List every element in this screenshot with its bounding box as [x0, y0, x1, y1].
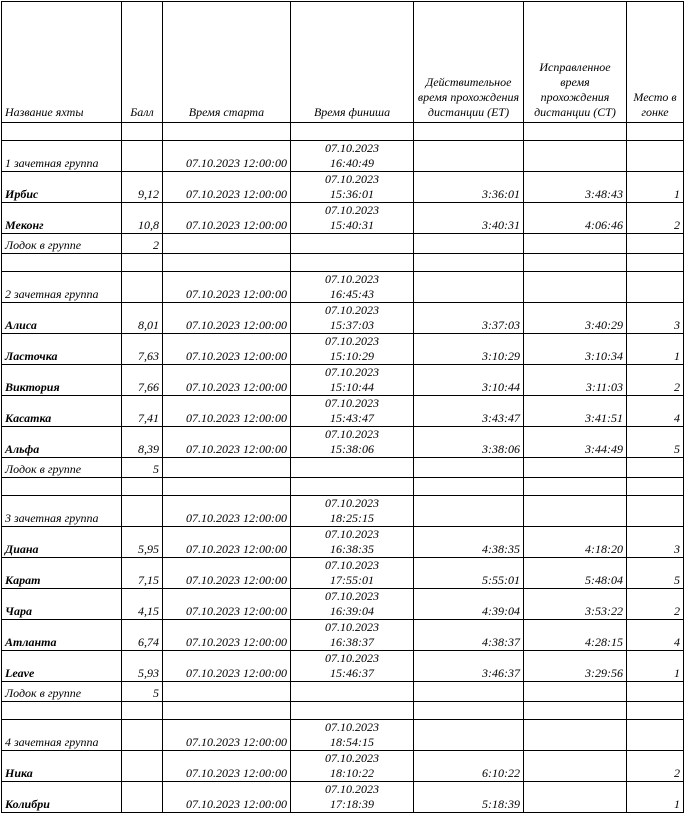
- header-ct: Исправленное время прохождения дистанции (CT): [524, 2, 627, 123]
- finish-time: 17:18:39: [330, 797, 374, 811]
- empty-cell: [414, 123, 524, 141]
- boat-score: 8,39: [122, 427, 163, 458]
- header-name: Название яхты: [2, 2, 122, 123]
- ct-cell: 3:11:03: [524, 365, 627, 396]
- ct-cell: 3:44:49: [524, 427, 627, 458]
- results-table: [1, 1, 684, 813]
- header-place: Место в гонке: [627, 2, 684, 123]
- finish-cell: [291, 334, 414, 365]
- count-label: Лодок в группе: [2, 234, 122, 254]
- boat-row: [2, 527, 684, 558]
- empty-cell: [122, 496, 163, 527]
- finish-date: 07.10.2023: [325, 141, 379, 155]
- empty-cell: [627, 141, 684, 172]
- empty-cell: [627, 496, 684, 527]
- boat-row: [2, 782, 684, 813]
- finish-cell: [291, 365, 414, 396]
- finish-time: 16:39:04: [330, 604, 374, 618]
- empty-cell: [163, 702, 291, 720]
- boat-score: [122, 751, 163, 782]
- header-finish: Время финиша: [291, 2, 414, 123]
- boat-name: Альфа: [2, 427, 122, 458]
- place-cell: 2: [627, 589, 684, 620]
- empty-cell: [122, 254, 163, 272]
- finish-date: 07.10.2023: [325, 496, 379, 510]
- et-cell: 3:38:06: [414, 427, 524, 458]
- count-value: 5: [122, 682, 163, 702]
- empty-cell: [524, 702, 627, 720]
- et-cell: 3:40:31: [414, 203, 524, 234]
- finish-time: 15:46:37: [330, 666, 374, 680]
- empty-cell: [414, 234, 524, 254]
- finish-time: 18:10:22: [330, 766, 374, 780]
- empty-cell: [122, 123, 163, 141]
- group-row: [2, 141, 684, 172]
- start-cell: 07.10.2023 12:00:00: [163, 558, 291, 589]
- empty-cell: [291, 478, 414, 496]
- start-cell: 07.10.2023 12:00:00: [163, 751, 291, 782]
- finish-time: 18:25:15: [330, 511, 374, 525]
- finish-time: 15:38:06: [330, 442, 374, 456]
- boat-score: 7,41: [122, 396, 163, 427]
- place-cell: 4: [627, 620, 684, 651]
- header-start: Время старта: [163, 2, 291, 123]
- finish-cell: [291, 558, 414, 589]
- boat-name: Ласточка: [2, 334, 122, 365]
- group-title: 1 зачетная группа: [2, 141, 122, 172]
- boat-row: [2, 558, 684, 589]
- et-cell: 4:38:37: [414, 620, 524, 651]
- start-cell: 07.10.2023 12:00:00: [163, 365, 291, 396]
- boat-score: 7,63: [122, 334, 163, 365]
- boat-score: 8,01: [122, 303, 163, 334]
- place-cell: 1: [627, 782, 684, 813]
- empty-cell: [524, 141, 627, 172]
- empty-cell: [163, 234, 291, 254]
- empty-cell: [524, 682, 627, 702]
- start-cell: 07.10.2023 12:00:00: [163, 620, 291, 651]
- ct-cell: [524, 782, 627, 813]
- empty-cell: [122, 141, 163, 172]
- et-cell: 4:39:04: [414, 589, 524, 620]
- empty-cell: [414, 141, 524, 172]
- empty-cell: [414, 254, 524, 272]
- finish-time: 15:10:44: [330, 380, 374, 394]
- start-cell: 07.10.2023 12:00:00: [163, 427, 291, 458]
- et-cell: 3:43:47: [414, 396, 524, 427]
- finish-cell: [291, 651, 414, 682]
- count-value: 2: [122, 234, 163, 254]
- et-cell: 6:10:22: [414, 751, 524, 782]
- empty-cell: [163, 123, 291, 141]
- empty-cell: [122, 272, 163, 303]
- empty-cell: [414, 720, 524, 751]
- boat-name: Касатка: [2, 396, 122, 427]
- empty-cell: [291, 458, 414, 478]
- et-cell: 5:55:01: [414, 558, 524, 589]
- empty-cell: [524, 234, 627, 254]
- start-cell: 07.10.2023 12:00:00: [163, 203, 291, 234]
- boat-score: 5,95: [122, 527, 163, 558]
- boat-name: Чара: [2, 589, 122, 620]
- ct-cell: 5:48:04: [524, 558, 627, 589]
- finish-date: 07.10.2023: [325, 334, 379, 348]
- place-cell: 3: [627, 527, 684, 558]
- spacer-row: [2, 254, 684, 272]
- empty-cell: [414, 478, 524, 496]
- count-label: Лодок в группе: [2, 458, 122, 478]
- empty-cell: [627, 682, 684, 702]
- finish-time: 16:38:37: [330, 635, 374, 649]
- boat-row: [2, 651, 684, 682]
- place-cell: 5: [627, 558, 684, 589]
- ct-cell: 3:40:29: [524, 303, 627, 334]
- place-cell: 2: [627, 751, 684, 782]
- spacer-row: [2, 478, 684, 496]
- empty-cell: [524, 272, 627, 303]
- empty-cell: [163, 478, 291, 496]
- header-row: [2, 2, 684, 123]
- boat-row: [2, 589, 684, 620]
- empty-cell: [291, 702, 414, 720]
- empty-cell: [2, 254, 122, 272]
- boat-count-row: [2, 234, 684, 254]
- et-cell: 3:46:37: [414, 651, 524, 682]
- boat-count-row: [2, 458, 684, 478]
- finish-date: 07.10.2023: [325, 620, 379, 634]
- start-cell: 07.10.2023 12:00:00: [163, 589, 291, 620]
- empty-cell: [627, 272, 684, 303]
- boat-row: [2, 303, 684, 334]
- et-cell: 3:36:01: [414, 172, 524, 203]
- finish-date: 07.10.2023: [325, 782, 379, 796]
- boat-row: [2, 203, 684, 234]
- boat-row: [2, 365, 684, 396]
- finish-date: 07.10.2023: [325, 396, 379, 410]
- finish-time: 15:43:47: [330, 411, 374, 425]
- ct-cell: [524, 751, 627, 782]
- finish-time: 15:36:01: [330, 187, 374, 201]
- boat-name: Диана: [2, 527, 122, 558]
- place-cell: 5: [627, 427, 684, 458]
- boat-score: 5,93: [122, 651, 163, 682]
- finish-cell: [291, 720, 414, 751]
- boat-row: [2, 751, 684, 782]
- empty-cell: [524, 496, 627, 527]
- boat-name: Ника: [2, 751, 122, 782]
- boat-name: Алиса: [2, 303, 122, 334]
- place-cell: 3: [627, 303, 684, 334]
- place-cell: 2: [627, 365, 684, 396]
- group-row: [2, 720, 684, 751]
- finish-date: 07.10.2023: [325, 527, 379, 541]
- empty-cell: [122, 478, 163, 496]
- boat-row: [2, 172, 684, 203]
- ct-cell: 4:28:15: [524, 620, 627, 651]
- empty-cell: [627, 478, 684, 496]
- start-cell: 07.10.2023 12:00:00: [163, 141, 291, 172]
- empty-cell: [2, 123, 122, 141]
- finish-date: 07.10.2023: [325, 651, 379, 665]
- finish-date: 07.10.2023: [325, 203, 379, 217]
- empty-cell: [627, 123, 684, 141]
- start-cell: 07.10.2023 12:00:00: [163, 396, 291, 427]
- empty-cell: [2, 702, 122, 720]
- boat-score: 7,15: [122, 558, 163, 589]
- group-row: [2, 496, 684, 527]
- start-cell: 07.10.2023 12:00:00: [163, 720, 291, 751]
- place-cell: 1: [627, 172, 684, 203]
- finish-cell: [291, 782, 414, 813]
- empty-cell: [627, 702, 684, 720]
- empty-cell: [163, 254, 291, 272]
- empty-cell: [163, 682, 291, 702]
- finish-cell: [291, 303, 414, 334]
- ct-cell: 4:18:20: [524, 527, 627, 558]
- finish-time: 17:55:01: [330, 573, 374, 587]
- spacer-row: [2, 123, 684, 141]
- finish-time: 15:40:31: [330, 218, 374, 232]
- finish-date: 07.10.2023: [325, 427, 379, 441]
- finish-date: 07.10.2023: [325, 303, 379, 317]
- empty-cell: [524, 458, 627, 478]
- finish-time: 15:10:29: [330, 349, 374, 363]
- group-title: 3 зачетная группа: [2, 496, 122, 527]
- boat-score: 4,15: [122, 589, 163, 620]
- et-cell: 3:10:44: [414, 365, 524, 396]
- finish-date: 07.10.2023: [325, 589, 379, 603]
- count-value: 5: [122, 458, 163, 478]
- empty-cell: [524, 720, 627, 751]
- boat-name: Меконг: [2, 203, 122, 234]
- et-cell: 3:37:03: [414, 303, 524, 334]
- finish-time: 16:38:35: [330, 542, 374, 556]
- empty-cell: [163, 458, 291, 478]
- start-cell: 07.10.2023 12:00:00: [163, 334, 291, 365]
- empty-cell: [414, 272, 524, 303]
- empty-cell: [291, 682, 414, 702]
- count-label: Лодок в группе: [2, 682, 122, 702]
- start-cell: 07.10.2023 12:00:00: [163, 496, 291, 527]
- boat-score: 7,66: [122, 365, 163, 396]
- place-cell: 1: [627, 651, 684, 682]
- boat-score: 6,74: [122, 620, 163, 651]
- finish-cell: [291, 272, 414, 303]
- finish-cell: [291, 751, 414, 782]
- start-cell: 07.10.2023 12:00:00: [163, 651, 291, 682]
- finish-cell: [291, 203, 414, 234]
- empty-cell: [524, 478, 627, 496]
- boat-name: Колибри: [2, 782, 122, 813]
- finish-cell: [291, 620, 414, 651]
- finish-date: 07.10.2023: [325, 172, 379, 186]
- place-cell: 1: [627, 334, 684, 365]
- ct-cell: 3:29:56: [524, 651, 627, 682]
- boat-score: 10,8: [122, 203, 163, 234]
- start-cell: 07.10.2023 12:00:00: [163, 527, 291, 558]
- spacer-row: [2, 702, 684, 720]
- empty-cell: [627, 458, 684, 478]
- ct-cell: 4:06:46: [524, 203, 627, 234]
- empty-cell: [627, 720, 684, 751]
- finish-cell: [291, 396, 414, 427]
- boat-score: 9,12: [122, 172, 163, 203]
- empty-cell: [414, 702, 524, 720]
- empty-cell: [122, 702, 163, 720]
- start-cell: 07.10.2023 12:00:00: [163, 272, 291, 303]
- finish-cell: [291, 427, 414, 458]
- finish-date: 07.10.2023: [325, 272, 379, 286]
- finish-time: 15:37:03: [330, 318, 374, 332]
- boat-row: [2, 427, 684, 458]
- finish-date: 07.10.2023: [325, 751, 379, 765]
- boat-name: Карат: [2, 558, 122, 589]
- boat-name: Ирбис: [2, 172, 122, 203]
- finish-date: 07.10.2023: [325, 365, 379, 379]
- empty-cell: [524, 254, 627, 272]
- empty-cell: [414, 496, 524, 527]
- place-cell: 2: [627, 203, 684, 234]
- boat-row: [2, 334, 684, 365]
- et-cell: 5:18:39: [414, 782, 524, 813]
- empty-cell: [2, 478, 122, 496]
- boat-name: Leave: [2, 651, 122, 682]
- et-cell: 4:38:35: [414, 527, 524, 558]
- group-title: 2 зачетная группа: [2, 272, 122, 303]
- ct-cell: 3:10:34: [524, 334, 627, 365]
- header-et: Действительное время прохождения дистанции (ET): [414, 2, 524, 123]
- finish-time: 18:54:15: [330, 735, 374, 749]
- boat-row: [2, 620, 684, 651]
- empty-cell: [627, 234, 684, 254]
- boat-name: Атланта: [2, 620, 122, 651]
- group-title: 4 зачетная группа: [2, 720, 122, 751]
- start-cell: 07.10.2023 12:00:00: [163, 782, 291, 813]
- place-cell: 4: [627, 396, 684, 427]
- empty-cell: [291, 234, 414, 254]
- boat-name: Виктория: [2, 365, 122, 396]
- start-cell: 07.10.2023 12:00:00: [163, 172, 291, 203]
- empty-cell: [291, 254, 414, 272]
- boat-count-row: [2, 682, 684, 702]
- ct-cell: 3:48:43: [524, 172, 627, 203]
- finish-date: 07.10.2023: [325, 558, 379, 572]
- empty-cell: [414, 458, 524, 478]
- finish-cell: [291, 527, 414, 558]
- finish-time: 16:40:49: [330, 156, 374, 170]
- finish-cell: [291, 141, 414, 172]
- finish-date: 07.10.2023: [325, 720, 379, 734]
- boat-row: [2, 396, 684, 427]
- start-cell: 07.10.2023 12:00:00: [163, 303, 291, 334]
- header-score: Балл: [122, 2, 163, 123]
- empty-cell: [627, 254, 684, 272]
- empty-cell: [291, 123, 414, 141]
- group-row: [2, 272, 684, 303]
- finish-cell: [291, 496, 414, 527]
- empty-cell: [524, 123, 627, 141]
- ct-cell: 3:41:51: [524, 396, 627, 427]
- finish-cell: [291, 589, 414, 620]
- boat-score: [122, 782, 163, 813]
- et-cell: 3:10:29: [414, 334, 524, 365]
- finish-cell: [291, 172, 414, 203]
- ct-cell: 3:53:22: [524, 589, 627, 620]
- empty-cell: [414, 682, 524, 702]
- empty-cell: [122, 720, 163, 751]
- finish-time: 16:45:43: [330, 287, 374, 301]
